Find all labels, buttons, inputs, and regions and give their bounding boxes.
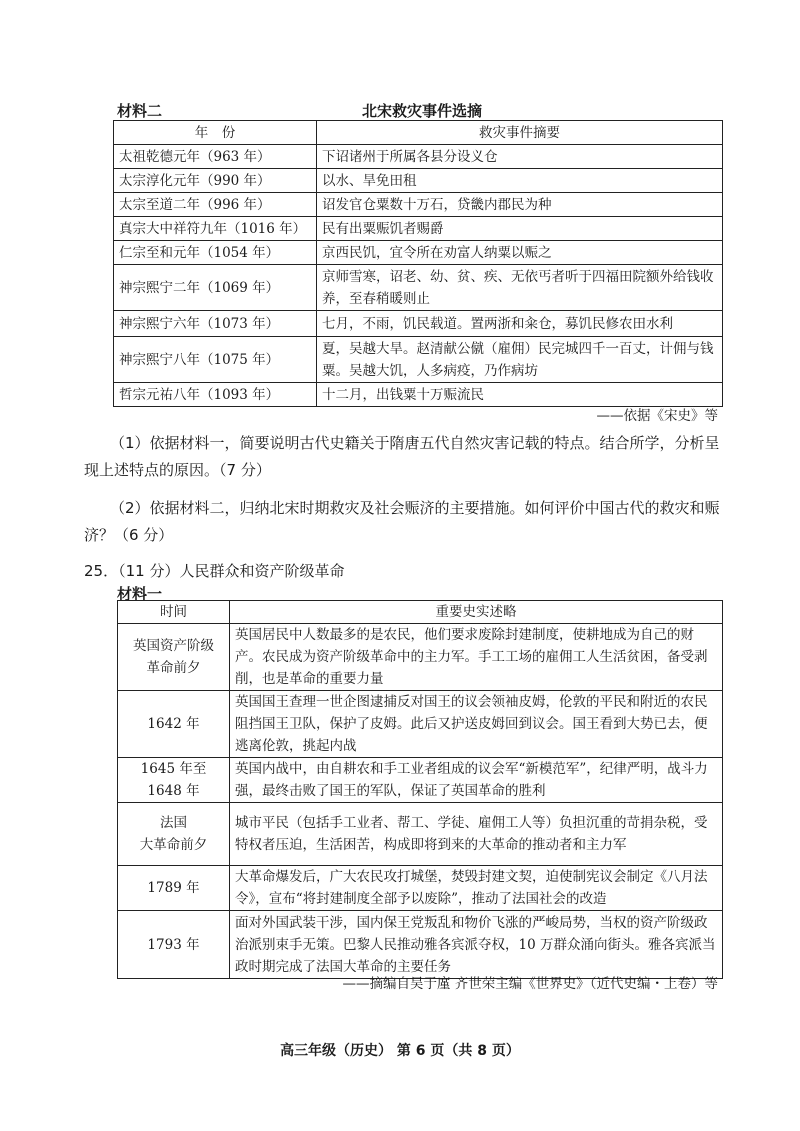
- column-header-year: 年 份: [114, 121, 317, 145]
- year-cell: 神宗熙宁六年（1073 年）: [114, 311, 317, 337]
- material-label: 材料一: [117, 585, 163, 603]
- table-title: 北宋救灾事件选摘: [362, 102, 483, 120]
- event-cell: 京师雪寒，诏老、幼、贫、疾、无依丐者听于四福田院额外给钱收养，至春稍暖则止: [317, 265, 723, 311]
- revolution-table: [117, 600, 723, 979]
- event-cell: 下诏诸州于所属各县分设义仓: [317, 145, 723, 169]
- year-cell: 神宗熙宁二年（1069 年）: [114, 265, 317, 311]
- event-cell: 七月，不雨，饥民载道。置两浙和籴仓，募饥民修农田水利: [317, 311, 723, 337]
- table-row: [114, 193, 723, 217]
- column-header-time: 时间: [118, 601, 230, 624]
- table-row: [114, 311, 723, 337]
- table-row: [118, 691, 723, 758]
- event-cell: 以水、旱免田租: [317, 169, 723, 193]
- year-cell: 太祖乾德元年（963 年）: [114, 145, 317, 169]
- table-row: [118, 911, 723, 979]
- question-2: （2）依据材料二，归纳北宋时期救灾及社会赈济的主要措施。如何评价中国古代的救灾和赈济？（6 分）: [84, 499, 720, 544]
- source-note: ——摘编自吴于廑 齐世荣主编《世界史》（近代史编・上卷）等: [342, 976, 718, 992]
- fact-cell: 城市平民（包括手工业者、帮工、学徒、雇佣工人等）负担沉重的苛捐杂税，受特权者压迫，生活困苦，构成即将到来的大革命的推动者和主力军: [230, 803, 723, 866]
- event-cell: 京西民饥，宜令所在劝富人纳粟以赈之: [317, 241, 723, 265]
- question-1: （1）依据材料一，简要说明古代史籍关于隋唐五代自然灾害记载的特点。结合所学，分析呈现上述特点的原因。（7 分）: [84, 434, 720, 479]
- song-relief-table: [113, 120, 723, 407]
- table-row: [118, 624, 723, 691]
- table-row: [118, 803, 723, 866]
- page-footer: 高三年级（历史） 第 6 页（共 8 页）: [280, 1043, 520, 1059]
- year-cell: 哲宗元祐八年（1093 年）: [114, 383, 317, 407]
- table-row: [114, 337, 723, 383]
- event-cell: 诏发官仓粟数十万石，贷畿内郡民为种: [317, 193, 723, 217]
- material-label: 材料二: [117, 102, 163, 120]
- table-row: [114, 217, 723, 241]
- fact-cell: 面对外国武装干涉，国内保王党叛乱和物价飞涨的严峻局势，当权的资产阶级政治派别束手无策。巴黎人民推动雅各宾派夺权，10 万群众涌向街头。雅各宾派当政时期完成了法国大革命的主要任务: [230, 911, 723, 979]
- table-row: [114, 241, 723, 265]
- fact-cell: 英国居民中人数最多的是农民，他们要求废除封建制度，使耕地成为自己的财产。农民成为资产阶级革命中的主力军。手工工场的雇佣工人生活贫困，备受剥削，也是革命的重要力量: [230, 624, 723, 691]
- column-header-summary: 救灾事件摘要: [317, 121, 723, 145]
- time-cell: 1642 年: [118, 691, 230, 758]
- event-cell: 民有出粟赈饥者赐爵: [317, 217, 723, 241]
- table-row: [118, 758, 723, 803]
- year-cell: 真宗大中祥符九年（1016 年）: [114, 217, 317, 241]
- table-row: [114, 265, 723, 311]
- table-row: [114, 169, 723, 193]
- event-cell: 十二月，出钱粟十万赈流民: [317, 383, 723, 407]
- time-cell: 1789 年: [118, 866, 230, 911]
- time-cell: 法国 大革命前夕: [118, 803, 230, 866]
- fact-cell: 英国内战中，由自耕农和手工业者组成的议会军“新模范军”，纪律严明，战斗力强，最终击败了国王的军队，保证了英国革命的胜利: [230, 758, 723, 803]
- question-25-heading: 25．（11 分）人民群众和资产阶级革命: [84, 562, 345, 580]
- table-row: [114, 383, 723, 407]
- year-cell: 太宗至道二年（996 年）: [114, 193, 317, 217]
- year-cell: 神宗熙宁八年（1075 年）: [114, 337, 317, 383]
- year-cell: 太宗淳化元年（990 年）: [114, 169, 317, 193]
- fact-cell: 大革命爆发后，广大农民攻打城堡，焚毁封建文契，迫使制宪议会制定《八月法令》，宣布“将封建制度全部予以废除”，推动了法国社会的改造: [230, 866, 723, 911]
- time-cell: 1645 年至 1648 年: [118, 758, 230, 803]
- time-cell: 英国资产阶级 革命前夕: [118, 624, 230, 691]
- column-header-facts: 重要史实述略: [230, 601, 723, 624]
- table-row: [118, 866, 723, 911]
- source-note: ——依据《宋史》等: [596, 408, 718, 424]
- table-row: [114, 145, 723, 169]
- time-cell: 1793 年: [118, 911, 230, 979]
- fact-cell: 英国国王查理一世企图逮捕反对国王的议会领袖皮姆，伦敦的平民和附近的农民阻挡国王卫队，保护了皮姆。此后又护送皮姆回到议会。国王看到大势已去，便逃离伦敦，挑起内战: [230, 691, 723, 758]
- event-cell: 夏，吴越大旱。赵清献公僦（雇佣）民完城四千一百丈，计佣与钱粟。吴越大饥，人多病疫，乃作病坊: [317, 337, 723, 383]
- year-cell: 仁宗至和元年（1054 年）: [114, 241, 317, 265]
